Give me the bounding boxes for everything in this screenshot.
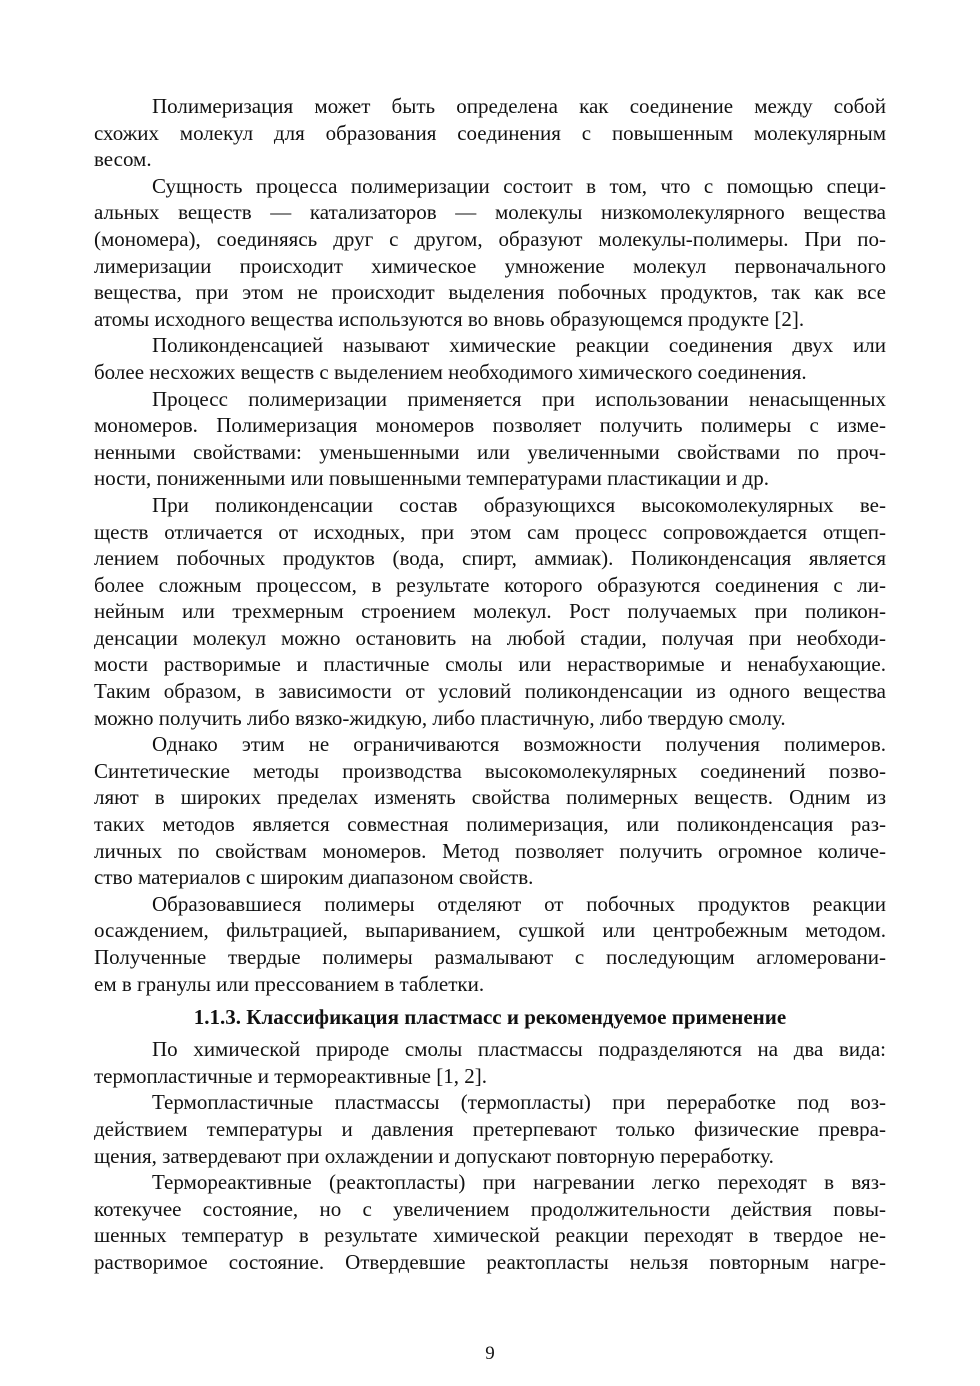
paragraph bbox=[94, 332, 886, 385]
text-line: таких методов является совместная полимеризация, или поликонденсация раз- bbox=[94, 812, 886, 837]
text-line: атомы исходного вещества используются во вновь образующемся продукте [2]. bbox=[94, 306, 805, 331]
text-line: Поликонденсацией называют химические реакции соединения двух или bbox=[152, 333, 886, 358]
paragraph bbox=[94, 1089, 886, 1169]
text-line: котекучее состояние, но с увеличением продолжительности действия повы- bbox=[94, 1196, 886, 1221]
text-line: вещества, при этом не происходит выделения побочных продуктов, так как все bbox=[94, 280, 886, 305]
text-line: схожих молекул для образования соединения с повышенным молекулярным bbox=[94, 120, 886, 145]
paragraphs-after-heading bbox=[94, 1036, 886, 1275]
text-line: мости растворимые и пластичные смолы или нерастворимые и ненабухающие. bbox=[94, 652, 886, 677]
text-line: щения, затвердевают при охлаждении и допускают повторную переработку. bbox=[94, 1143, 774, 1168]
paragraph bbox=[94, 1036, 886, 1089]
text-line: Полимеризация может быть определена как соединение между собой bbox=[152, 94, 886, 118]
paragraph bbox=[94, 93, 886, 173]
text-line: Таким образом, в зависимости от условий поликонденсации из одного вещества bbox=[94, 679, 886, 704]
text-line: мономеров. Полимеризация мономеров позволяет получить полимеры с изме- bbox=[94, 413, 886, 438]
section-heading: 1.1.3. Классификация пластмасс и рекомендуемое применение bbox=[193, 1005, 787, 1030]
text-line: ности, пониженными или повышенными температурами пластикации и др. bbox=[94, 466, 769, 491]
text-line: более сложным процессом, в результате которого образуются соединения с ли- bbox=[94, 572, 886, 597]
text-line: Полученные твердые полимеры размалывают с последующим агломеровани- bbox=[94, 945, 886, 969]
paragraph bbox=[94, 386, 886, 492]
text-line: ство материалов с широким диапазоном свойств. bbox=[94, 865, 534, 890]
text-line: осаждением, фильтрацией, выпариванием, сушкой или центробежным методом. bbox=[94, 918, 886, 943]
text-line: термопластичные и термореактивные [1, 2]. bbox=[94, 1063, 487, 1088]
text-line: ем в гранулы или прессованием в таблетки. bbox=[94, 971, 485, 996]
text-line: личных по свойствам мономеров. Метод позволяет получить огромное количе- bbox=[94, 838, 886, 863]
text-line: денсации молекул можно остановить на любой стадии, получая при необходи- bbox=[94, 625, 886, 650]
text-line: весом. bbox=[94, 147, 152, 172]
text-line: ненными свойствами: уменьшенными или увеличенными свойствами по проч- bbox=[94, 439, 886, 464]
paragraph bbox=[94, 492, 886, 731]
text-line: растворимое состояние. Отвердевшие реактопласты нельзя повторным нагре- bbox=[94, 1249, 886, 1274]
text-line: шенных температур в результате химической реакции переходят в твердое не- bbox=[94, 1223, 886, 1248]
text-line: При поликонденсации состав образующихся высокомолекулярных ве- bbox=[152, 492, 886, 517]
page-number: 9 bbox=[485, 1343, 495, 1364]
text-line: лимеризации происходит химическое умножение молекул первоначального bbox=[94, 253, 886, 278]
paragraph bbox=[94, 731, 886, 891]
text-line: ществ отличается от исходных, при этом сам процесс сопровождается отщеп- bbox=[94, 519, 886, 544]
paragraph bbox=[94, 173, 886, 333]
text-line: альных веществ — катализаторов — молекулы низкомолекулярного вещества bbox=[94, 200, 886, 225]
text-line: (мономера), соединяясь друг с другом, образуют молекулы-полимеры. При по- bbox=[94, 226, 886, 251]
text-line: Синтетические методы производства высокомолекулярных соединений позво- bbox=[94, 758, 886, 783]
text-line: По химической природе смолы пластмассы подразделяются на два вида: bbox=[152, 1037, 886, 1062]
text-line: более несхожих веществ с выделением необходимого химического соединения. bbox=[94, 359, 807, 384]
text-line: Однако этим не ограничиваются возможности получения полимеров. bbox=[152, 732, 886, 757]
body-text bbox=[94, 93, 886, 1276]
text-line: Процесс полимеризации применяется при использовании ненасыщенных bbox=[152, 386, 886, 411]
text-line: лением побочных продуктов (вода, спирт, аммиак). Поликонденсация является bbox=[94, 546, 886, 571]
text-line: нейным или трехмерным строением молекул. Рост получаемых при поликон- bbox=[94, 599, 886, 624]
paragraphs-before-heading bbox=[94, 93, 886, 997]
text-line: Образовавшиеся полимеры отделяют от побочных продуктов реакции bbox=[152, 891, 886, 916]
text-line: действием температуры и давления претерпевают только физические превра- bbox=[94, 1116, 886, 1141]
text-line: Термопластичные пластмассы (термопласты) при переработке под воз- bbox=[152, 1090, 886, 1115]
paragraph bbox=[94, 891, 886, 997]
paragraph bbox=[94, 1169, 886, 1275]
text-line: Термореактивные (реактопласты) при нагревании легко переходят в вяз- bbox=[152, 1170, 886, 1195]
text-line: Сущность процесса полимеризации состоит в том, что с помощью специ- bbox=[152, 173, 886, 198]
text-line: ляют в широких пределах изменять свойства полимерных веществ. Одним из bbox=[94, 785, 886, 810]
text-line: можно получить либо вязко-жидкую, либо пластичную, либо твердую смолу. bbox=[94, 705, 786, 730]
